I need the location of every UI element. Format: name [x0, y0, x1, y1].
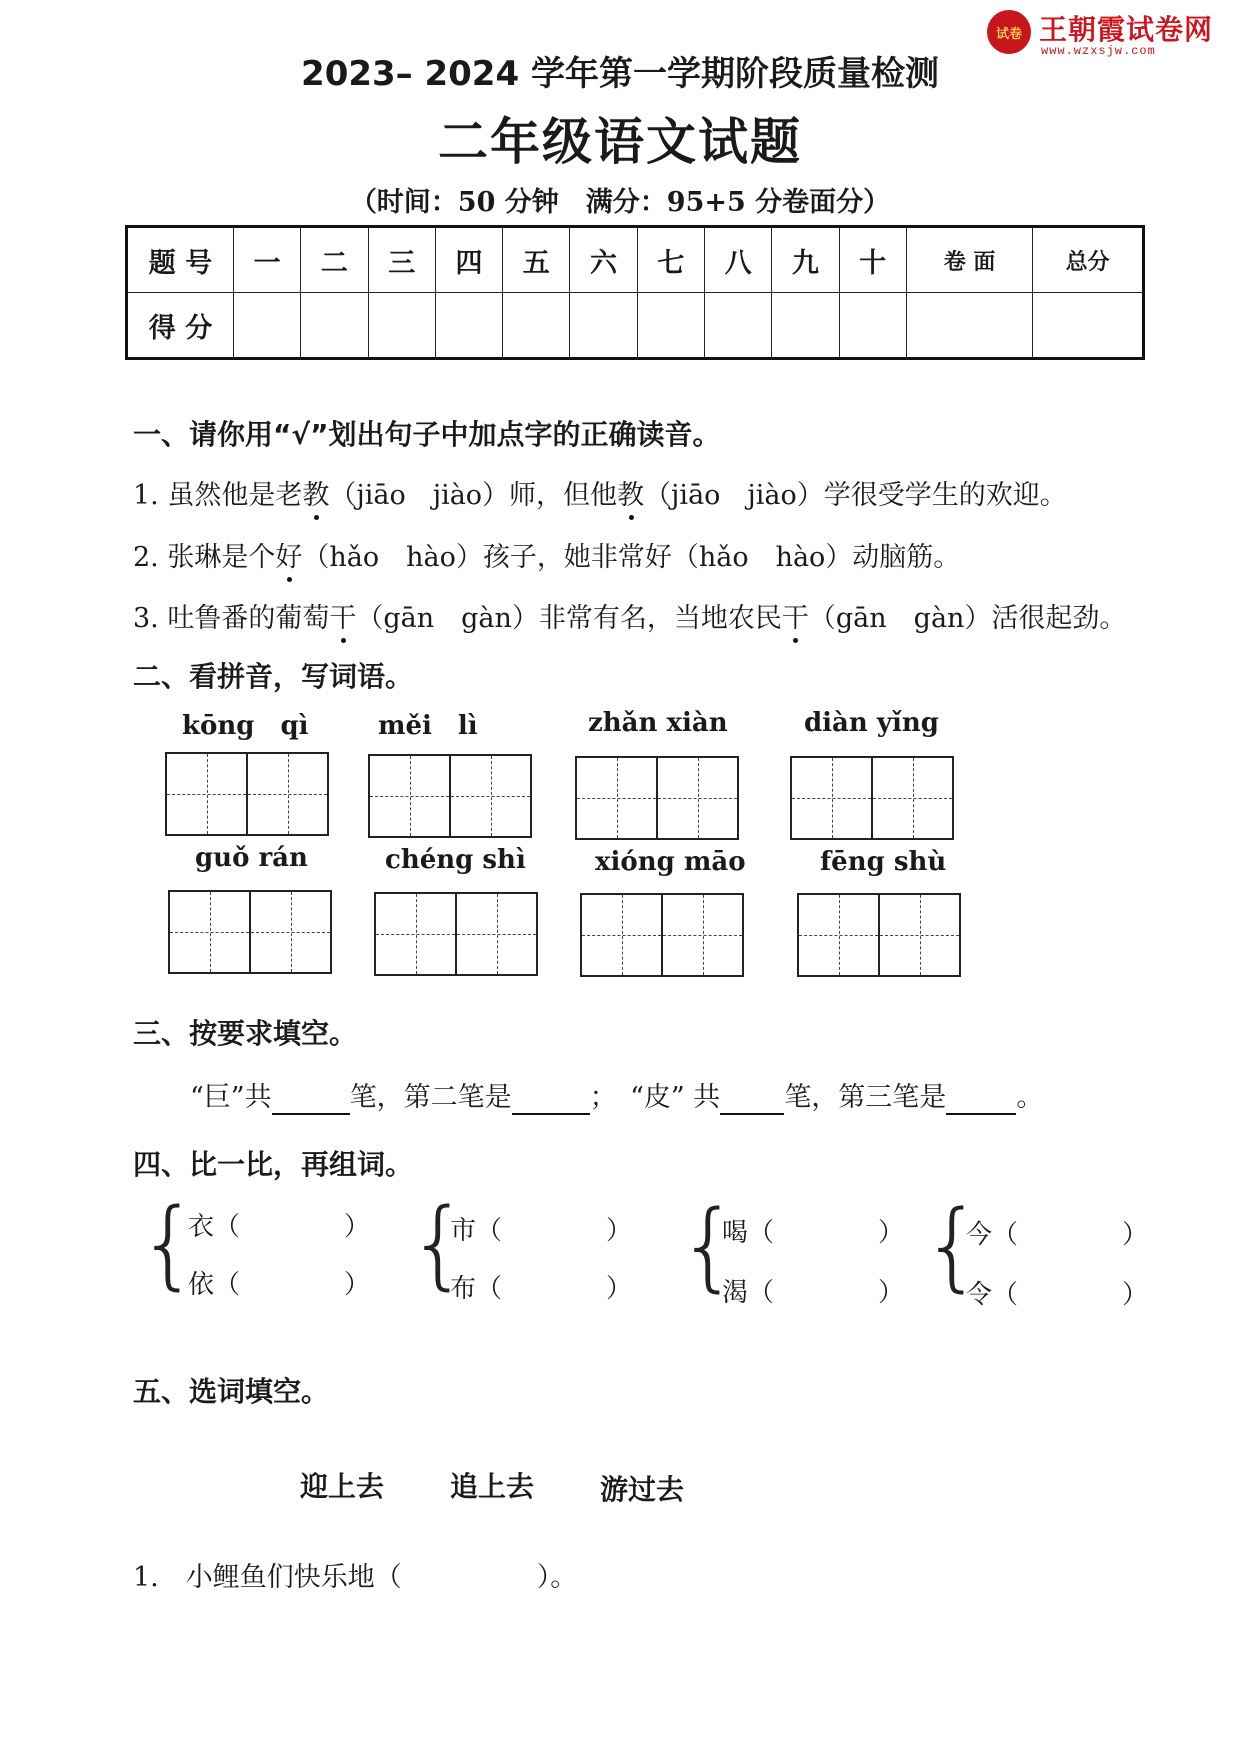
text: （jiāo jiào）师，但他 — [329, 480, 618, 511]
pinyin-label: měi lì — [378, 711, 478, 741]
score-table — [125, 225, 1145, 360]
writing-grid[interactable] — [165, 752, 329, 836]
exam-meta: （时间：50 分钟 满分：95+5 分卷面分） — [349, 187, 891, 218]
watermark-name: 王朝霞试卷网 — [1039, 13, 1214, 46]
score-cell[interactable] — [839, 293, 906, 359]
score-cell[interactable] — [772, 293, 839, 359]
compare-item: 衣（ ） — [188, 1212, 371, 1242]
row-label-score: 得 分 — [127, 293, 234, 359]
text: 笔，第三笔是 — [784, 1082, 947, 1113]
brace-icon: { — [678, 1190, 740, 1302]
exam-title: 2023– 2024 学年第一学期阶段质量检测 — [301, 54, 939, 94]
text: （gān gàn）活很起劲。 — [808, 603, 1127, 634]
score-column-header: 卷 面 — [906, 227, 1033, 293]
section-4-heading: 四、比一比，再组词。 — [133, 1148, 414, 1181]
text: 1. 虽然他是老 — [133, 480, 303, 511]
score-column-header: 十 — [839, 227, 906, 293]
row-label-question-number: 题 号 — [127, 227, 234, 293]
pinyin-label: zhǎn xiàn — [588, 708, 728, 738]
writing-grid[interactable] — [368, 754, 532, 838]
pinyin-label: fēng shù — [820, 847, 947, 877]
compare-item: 依（ ） — [188, 1270, 371, 1300]
compare-item: 喝（ ） — [722, 1218, 905, 1248]
word-choice: 追上去 — [450, 1470, 535, 1503]
brace-icon: { — [408, 1188, 470, 1300]
text: （gān gàn）非常有名，当地农民 — [356, 603, 782, 634]
compare-item: 令（ ） — [966, 1280, 1149, 1310]
answer-blank[interactable] — [512, 1082, 590, 1115]
text: （jiāo jiào）学很受学生的欢迎。 — [644, 480, 1067, 511]
writing-grid[interactable] — [580, 893, 744, 977]
writing-grid[interactable] — [168, 890, 332, 974]
compare-item: 市（ ） — [450, 1216, 633, 1246]
score-column-header: 三 — [368, 227, 435, 293]
pinyin-label: xióng māo — [595, 847, 746, 877]
section-1-heading: 一、请你用“√”划出句子中加点字的正确读音。 — [133, 418, 721, 451]
section-1-question-1 — [133, 473, 1067, 512]
score-cell[interactable] — [570, 293, 637, 359]
score-table-header-row — [127, 227, 1144, 293]
text: 。 — [1016, 1082, 1044, 1113]
score-table-score-row — [127, 293, 1144, 359]
score-column-header: 九 — [772, 227, 839, 293]
section-3-heading: 三、按要求填空。 — [133, 1017, 358, 1050]
word-choice: 游过去 — [600, 1473, 685, 1506]
answer-blank[interactable] — [272, 1082, 350, 1115]
score-column-header: 二 — [301, 227, 368, 293]
dotted-char: 干 — [329, 596, 356, 635]
score-cell[interactable] — [1033, 293, 1144, 359]
writing-grid[interactable] — [575, 756, 739, 840]
watermark-url: www.wzxsjw.com — [1041, 44, 1156, 58]
dotted-char: 好 — [275, 535, 302, 574]
text: ； “皮” 共 — [589, 1082, 721, 1113]
compare-item: 今（ ） — [966, 1220, 1149, 1250]
answer-blank[interactable] — [720, 1082, 784, 1115]
pinyin-label: chéng shì — [385, 845, 526, 875]
score-cell[interactable] — [435, 293, 502, 359]
section-5-question-1: 1. 小鲤鱼们快乐地（ ）。 — [133, 1562, 578, 1593]
writing-grid[interactable] — [797, 893, 961, 977]
writing-grid[interactable] — [374, 892, 538, 976]
exam-subject-title: 二年级语文试题 — [438, 113, 802, 171]
compare-item: 渴（ ） — [722, 1278, 905, 1308]
pinyin-label: guǒ rán — [195, 843, 308, 873]
score-column-header: 总分 — [1033, 227, 1144, 293]
writing-grid[interactable] — [790, 756, 954, 840]
answer-blank[interactable] — [946, 1082, 1016, 1115]
text: 3. 吐鲁番的葡萄 — [133, 603, 330, 634]
section-1-question-2 — [133, 535, 960, 574]
dotted-char: 干 — [782, 596, 809, 635]
word-choice: 迎上去 — [300, 1470, 385, 1503]
score-column-header: 七 — [637, 227, 704, 293]
brace-icon: { — [922, 1190, 984, 1302]
text: （hǎo hào）孩子，她非常好（hǎo hào）动脑筋。 — [302, 542, 961, 573]
brace-icon: { — [138, 1188, 200, 1300]
score-cell[interactable] — [704, 293, 771, 359]
section-3-question — [190, 1075, 1043, 1115]
dotted-char: 教 — [617, 473, 644, 512]
score-column-header: 五 — [503, 227, 570, 293]
pinyin-label: diàn yǐng — [804, 708, 939, 738]
score-column-header: 一 — [234, 227, 301, 293]
score-cell[interactable] — [368, 293, 435, 359]
score-cell[interactable] — [503, 293, 570, 359]
score-cell[interactable] — [906, 293, 1033, 359]
score-column-header: 四 — [435, 227, 502, 293]
section-2-heading: 二、看拼音，写词语。 — [133, 660, 414, 693]
seal-logo-icon: 试卷 — [987, 10, 1031, 54]
text: 笔，第二笔是 — [349, 1082, 512, 1113]
score-column-header: 八 — [704, 227, 771, 293]
score-cell[interactable] — [234, 293, 301, 359]
section-5-heading: 五、选词填空。 — [133, 1375, 330, 1408]
score-cell[interactable] — [637, 293, 704, 359]
pinyin-label: kōng qì — [182, 711, 309, 741]
text: “巨”共 — [190, 1082, 272, 1113]
section-1-question-3 — [133, 596, 1126, 635]
text: 2. 张琳是个 — [133, 542, 276, 573]
score-cell[interactable] — [301, 293, 368, 359]
compare-item: 布（ ） — [450, 1274, 633, 1304]
dotted-char: 教 — [302, 473, 329, 512]
score-column-header: 六 — [570, 227, 637, 293]
